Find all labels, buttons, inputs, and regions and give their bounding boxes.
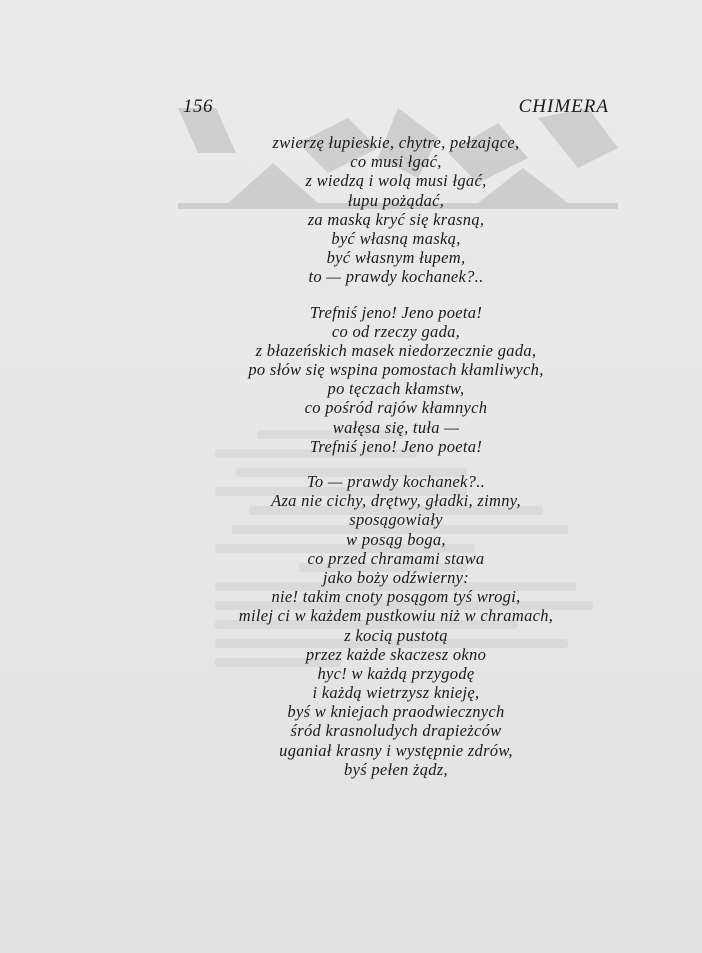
poem-line: jako boży odźwierny: [322,567,470,587]
poem-line: sposągowiały [349,510,443,530]
poem-line: hyc! w każdą przygodę [317,663,475,683]
poem-line: z kocią pustotą [344,625,448,645]
poem-line: To — prawdy kochanek?.. [306,472,486,491]
poem-line: za maską kryć się krasną, [307,209,485,229]
poem-line: łupu pożądać, [347,190,445,210]
poem-line: z wiedzą i wolą musi łgać, [305,171,487,191]
poem-line: to — prawdy kochanek?.. [308,267,484,287]
poem-line: i każdą wietrzysz knieję, [312,683,480,703]
poem-text [183,133,609,779]
stanza-break [183,456,609,472]
poem-line: co pośród rajów kłamnych [304,398,488,418]
poem-line: po tęczach kłamstw, [327,379,465,399]
poem-line: co musi łgać, [350,152,442,172]
poem-line: byś w kniejach praodwiecznych [287,702,505,722]
poem-line: uganiał krasny i występnie zdrów, [279,740,513,760]
poem-line: nie! takim cnoty posągom tyś wrogi, [271,587,521,607]
poem-line: śród krasnoludych drapieżców [290,721,502,741]
poem-line: wałęsa się, tuła — [332,417,460,437]
poem-line: Trefniś jeno! Jeno poeta! [309,302,483,322]
page-number: 156 [183,96,213,117]
poem-line: co od rzeczy gada, [331,321,461,341]
poem-line: być własnym łupem, [326,248,466,268]
poem-line: po słów się wspina pomostach kłamliwych, [248,360,544,380]
poem-line: z błazeńskich masek niedorzecznie gada, [255,340,537,360]
running-head [183,96,609,122]
poem-line: co przed chramami stawa [307,548,485,568]
journal-title: CHIMERA [518,96,609,117]
poem-line: Aza nie cichy, drętwy, gładki, zimny, [271,491,521,511]
poem-line: byś pełen żądz, [344,759,448,779]
poem-line: przez każde skaczesz okno [305,644,487,664]
poem-line: milej ci w każdem pustkowiu niż w chramach, [238,606,554,626]
poem-line: Trefniś jeno! Jeno poeta! [309,436,483,456]
stanza-break [183,287,609,303]
poem-line: w posąg boga, [346,529,446,549]
poem-line: zwierzę łupieskie, chytre, pełzające, [272,133,520,152]
poem-line: być własną maską, [331,228,461,248]
